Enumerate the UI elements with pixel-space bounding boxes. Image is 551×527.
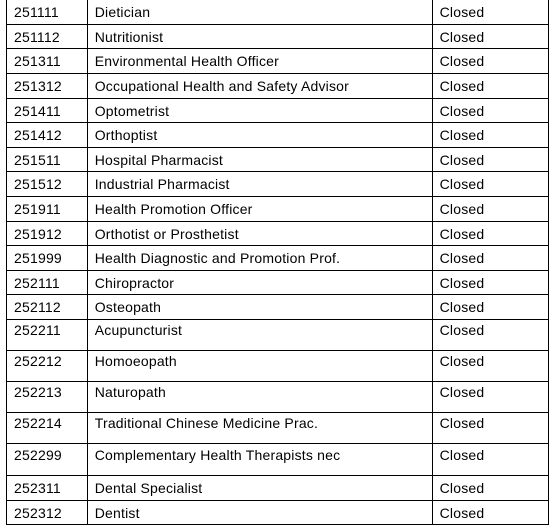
table-row	[7, 123, 549, 148]
table-row	[7, 222, 549, 246]
occupation-status: Closed	[432, 320, 548, 351]
occupation-title: Osteopath	[87, 295, 432, 320]
table-row	[7, 49, 549, 74]
occupation-status: Closed	[432, 295, 548, 320]
table-row	[7, 271, 549, 295]
occupation-status: Closed	[432, 476, 548, 501]
occupation-code: 252311	[7, 476, 88, 501]
occupation-title: Complementary Health Therapists nec	[87, 444, 432, 476]
occupation-code: 252213	[7, 382, 88, 413]
occupation-status: Closed	[432, 246, 548, 271]
table-row	[7, 413, 549, 444]
occupation-code: 251311	[7, 49, 88, 74]
occupation-code: 251111	[7, 0, 88, 25]
table-row	[7, 295, 549, 320]
occupation-status: Closed	[432, 99, 548, 123]
table-row	[7, 246, 549, 271]
occupation-title: Orthoptist	[87, 123, 432, 148]
table-row	[7, 476, 549, 501]
table-row	[7, 444, 549, 476]
occupation-title: Hospital Pharmacist	[87, 148, 432, 172]
occupation-status: Closed	[432, 123, 548, 148]
occupation-title: Occupational Health and Safety Advisor	[87, 74, 432, 99]
occupation-code: 252111	[7, 271, 88, 295]
table-row	[7, 382, 549, 413]
occupation-code: 251112	[7, 25, 88, 49]
occupation-code: 252112	[7, 295, 88, 320]
occupation-code: 251999	[7, 246, 88, 271]
table-row	[7, 99, 549, 123]
table-row	[7, 25, 549, 49]
occupation-status: Closed	[432, 49, 548, 74]
table-row	[7, 501, 549, 525]
occupation-code: 252214	[7, 413, 88, 444]
occupation-status: Closed	[432, 444, 548, 476]
table-row	[7, 148, 549, 172]
occupation-code: 251411	[7, 99, 88, 123]
occupation-title: Nutritionist	[87, 25, 432, 49]
table-row	[7, 197, 549, 222]
occupation-status: Closed	[432, 197, 548, 222]
occupation-status: Closed	[432, 382, 548, 413]
occupation-table-body	[7, 0, 549, 525]
occupation-title: Acupuncturist	[87, 320, 432, 351]
occupation-status: Closed	[432, 74, 548, 99]
table-row	[7, 0, 549, 25]
occupation-code: 251511	[7, 148, 88, 172]
table-row	[7, 351, 549, 382]
occupation-title: Chiropractor	[87, 271, 432, 295]
occupation-title: Naturopath	[87, 382, 432, 413]
occupation-code: 251412	[7, 123, 88, 148]
occupation-status: Closed	[432, 413, 548, 444]
occupation-title: Orthotist or Prosthetist	[87, 222, 432, 246]
occupation-title: Traditional Chinese Medicine Prac.	[87, 413, 432, 444]
occupation-title: Dentist	[87, 501, 432, 525]
occupation-code: 252299	[7, 444, 88, 476]
occupation-status: Closed	[432, 351, 548, 382]
occupation-title: Environmental Health Officer	[87, 49, 432, 74]
occupation-status: Closed	[432, 148, 548, 172]
occupation-code: 251912	[7, 222, 88, 246]
occupation-status: Closed	[432, 501, 548, 525]
table-row	[7, 74, 549, 99]
occupation-code: 252212	[7, 351, 88, 382]
occupation-title: Health Diagnostic and Promotion Prof.	[87, 246, 432, 271]
occupation-title: Homoeopath	[87, 351, 432, 382]
table-row	[7, 172, 549, 197]
occupation-title: Health Promotion Officer	[87, 197, 432, 222]
occupation-code: 251512	[7, 172, 88, 197]
occupation-code: 251312	[7, 74, 88, 99]
occupation-status: Closed	[432, 0, 548, 25]
occupation-title: Dental Specialist	[87, 476, 432, 501]
occupation-title: Optometrist	[87, 99, 432, 123]
occupation-status: Closed	[432, 172, 548, 197]
occupation-status: Closed	[432, 222, 548, 246]
occupation-code: 251911	[7, 197, 88, 222]
occupation-code: 252211	[7, 320, 88, 351]
table-row	[7, 320, 549, 351]
occupation-table	[6, 0, 549, 525]
occupation-code: 252312	[7, 501, 88, 525]
occupation-status: Closed	[432, 271, 548, 295]
occupation-title: Dietician	[87, 0, 432, 25]
occupation-status: Closed	[432, 25, 548, 49]
occupation-title: Industrial Pharmacist	[87, 172, 432, 197]
